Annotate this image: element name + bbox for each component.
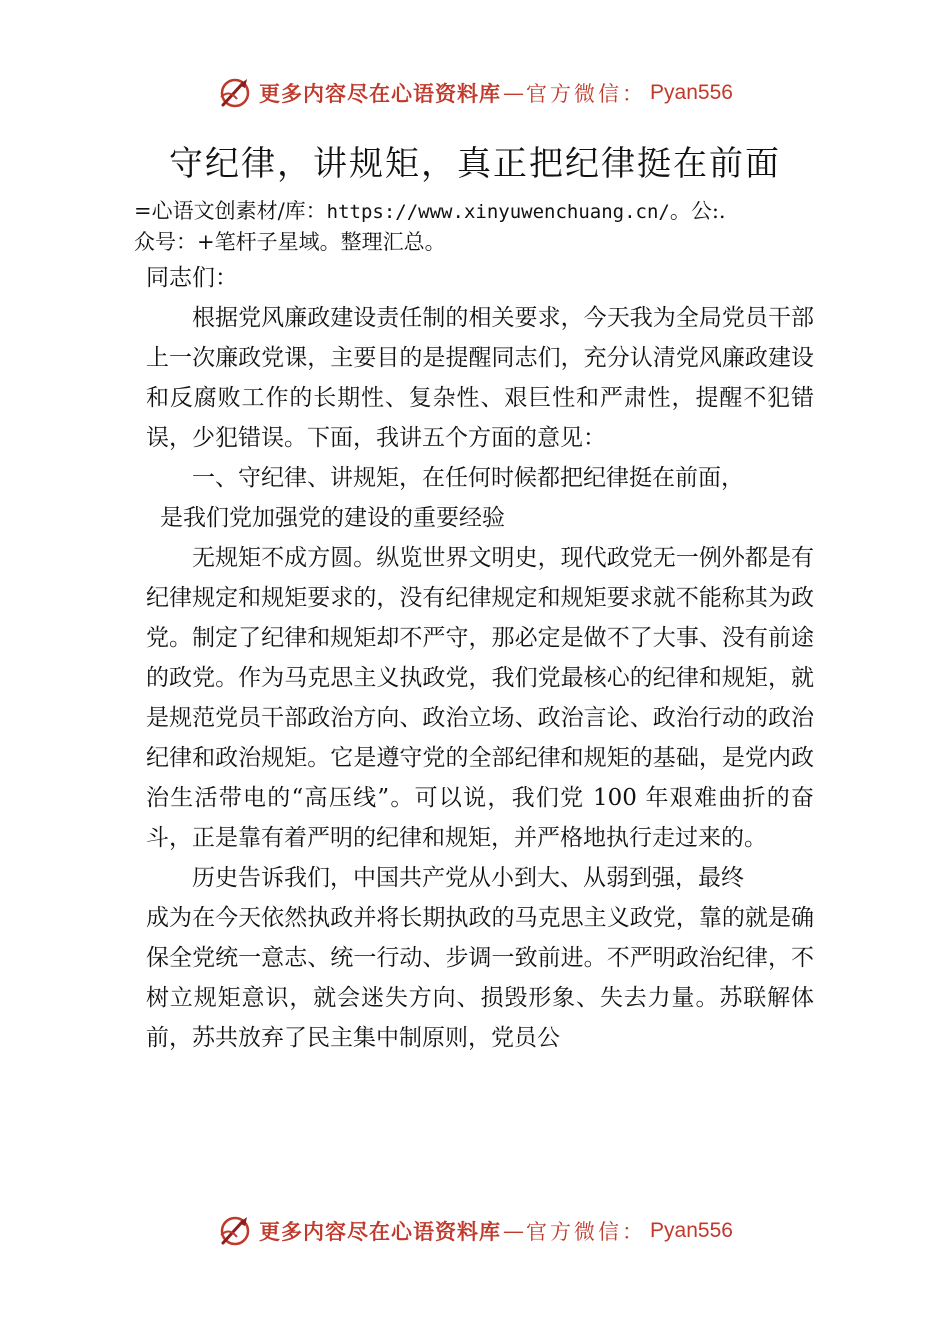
banner-dash: — — [503, 81, 525, 105]
pen-flourish-logo-icon — [217, 75, 253, 111]
greeting: 同志们： — [146, 265, 238, 291]
document-body — [146, 258, 814, 1058]
section-heading-1-line-1: 一、守纪律、讲规矩，在任何时候都把纪律挺在前面， — [192, 465, 744, 491]
document-title: 守纪律，讲规矩，真正把纪律挺在前面 — [169, 144, 781, 184]
source-prefix: =心语文创素材/库： — [134, 199, 327, 223]
paragraph-3-rest: 成为在今天依然执政并将长期执政的马克思主义政党，靠的就是确保全党统一意志、统一行动、步调一致前进。不严明政治纪律，不树立规矩意识，就会迷失方向、损毁形象、失去力量。苏联解体前，苏共放弃了民主集中制原则，党员公 — [146, 905, 814, 1051]
source-line-1 — [134, 196, 854, 227]
banner-slogan: 更多内容尽在心语资料库 — [259, 81, 502, 106]
banner-wechat-id: Pyan556 — [650, 81, 733, 104]
pen-flourish-logo-icon — [217, 1213, 253, 1249]
header-watermark-banner — [0, 68, 950, 118]
paragraph-2: 无规矩不成方圆。纵览世界文明史，现代政党无一例外都是有纪律规定和规矩要求的，没有纪律规定和规矩要求就不能称其为政党。制定了纪律和规矩却不严守，那必定是做不了大事、没有前途的政党。作为马克思主义执政党，我们党最核心的纪律和规矩，就是规范党员干部政治方向、政治立场、政治言论、政治行动的政治纪律和政治规矩。它是遵守党的全部纪律和规矩的基础，是党内政治生活带电的“高压线”。可以说，我们党 100 年艰难曲折的奋斗，正是靠有着严明的纪律和规矩，并严格地执行走过来的。 — [146, 545, 814, 851]
banner-official-label: 官方微信： — [526, 82, 647, 106]
section-heading-1-line-2: 是我们党加强党的建设的重要经验 — [160, 505, 505, 531]
source-line-2: 众号：+笔杆子星域。整理汇总。 — [134, 230, 446, 254]
banner-dash: — — [503, 1219, 525, 1243]
source-url: https://www.xinyuwenchuang.cn/ — [326, 201, 670, 223]
source-suffix: 。公:. — [669, 199, 726, 223]
paragraph-1: 根据党风廉政建设责任制的相关要求，今天我为全局党员干部上一次廉政党课，主要目的是提醒同志们，充分认清党风廉政建设和反腐败工作的长期性、复杂性、艰巨性和严肃性，提醒不犯错误，少犯错误。下面，我讲五个方面的意见： — [146, 305, 814, 451]
source-note — [134, 196, 854, 257]
banner-official-label: 官方微信： — [526, 1220, 647, 1244]
paragraph-3-line-1: 历史告诉我们，中国共产党从小到大、从弱到强，最终 — [192, 865, 744, 891]
banner-wechat-id: Pyan556 — [650, 1219, 733, 1242]
footer-watermark-banner — [0, 1206, 950, 1256]
banner-slogan: 更多内容尽在心语资料库 — [259, 1219, 502, 1244]
